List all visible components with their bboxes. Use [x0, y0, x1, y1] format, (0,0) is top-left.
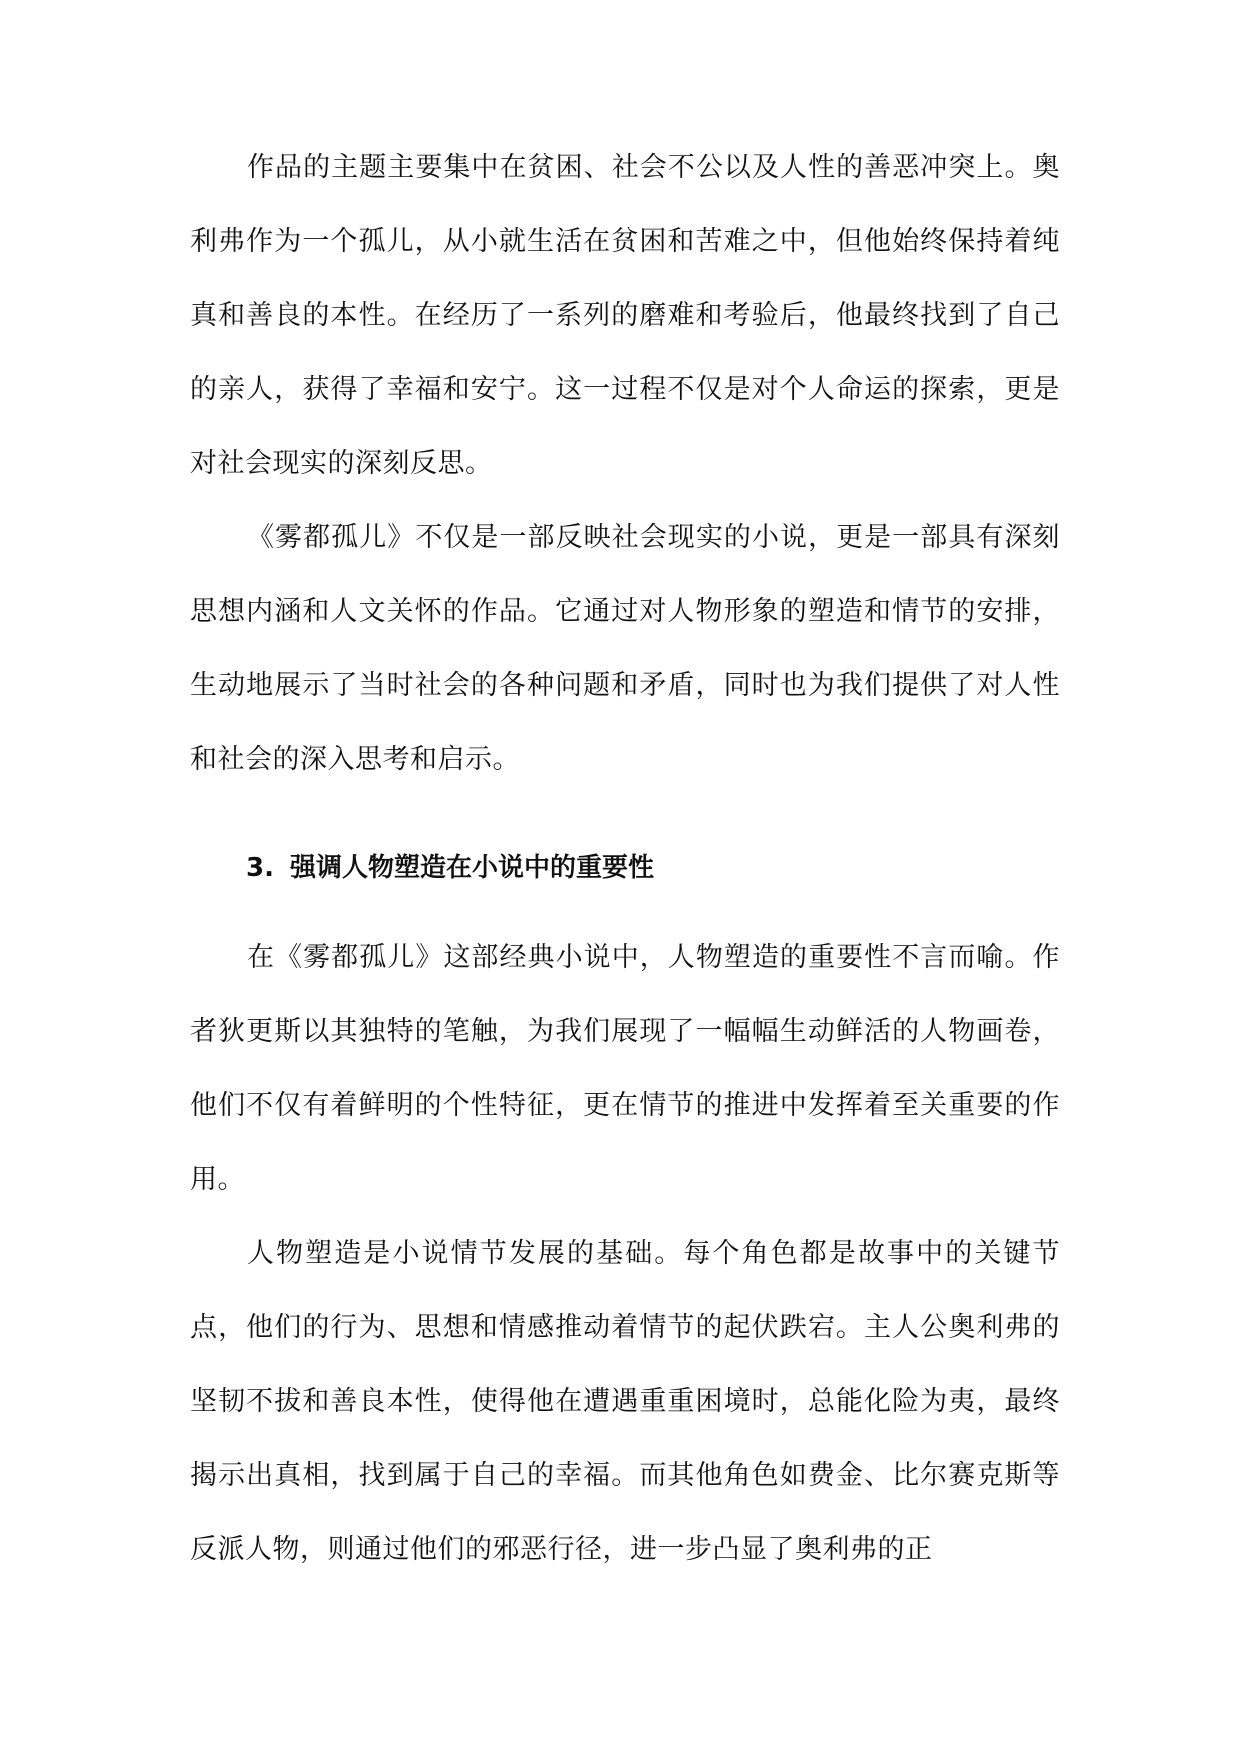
paragraph-significance: 《雾都孤儿》不仅是一部反映社会现实的小说，更是一部具有深刻思想内涵和人文关怀的作品。它通过对人物形象的塑造和情节的安排，生动地展示了当时社会的各种问题和矛盾，同时也为我们提供了对人性和社会的深入思考和启示。 [190, 522, 1060, 775]
section-title: 强调人物塑造在小说中的重要性 [289, 853, 654, 883]
section-number: 3. [246, 853, 274, 883]
paragraph-theme: 作品的主题主要集中在贫困、社会不公以及人性的善恶冲突上。奥利弗作为一个孤儿，从小就生活在贫困和苦难之中，但他始终保持着纯真和善良的本性。在经历了一系列的磨难和考验后，他最终找到了自己的亲人，获得了幸福和安宁。这一过程不仅是对个人命运的探索，更是对社会现实的深刻反思。 [190, 152, 1060, 479]
paragraph-characterization-plot: 人物塑造是小说情节发展的基础。每个角色都是故事中的关键节点，他们的行为、思想和情感推动着情节的起伏跌宕。主人公奥利弗的坚韧不拔和善良本性，使得他在遭遇重重困境时，总能化险为夷，最终揭示出真相，找到属于自己的幸福。而其他角色如费金、比尔赛克斯等反派人物，则通过他们的邪恶行径，进一步凸显了奥利弗的正 [190, 1238, 1060, 1565]
paragraph-characterization-intro: 在《雾都孤儿》这部经典小说中，人物塑造的重要性不言而喻。作者狄更斯以其独特的笔触，为我们展现了一幅幅生动鲜活的人物画卷，他们不仅有着鲜明的个性特征，更在情节的推进中发挥着至关重要的作用。 [190, 942, 1060, 1195]
section-heading [246, 848, 654, 888]
